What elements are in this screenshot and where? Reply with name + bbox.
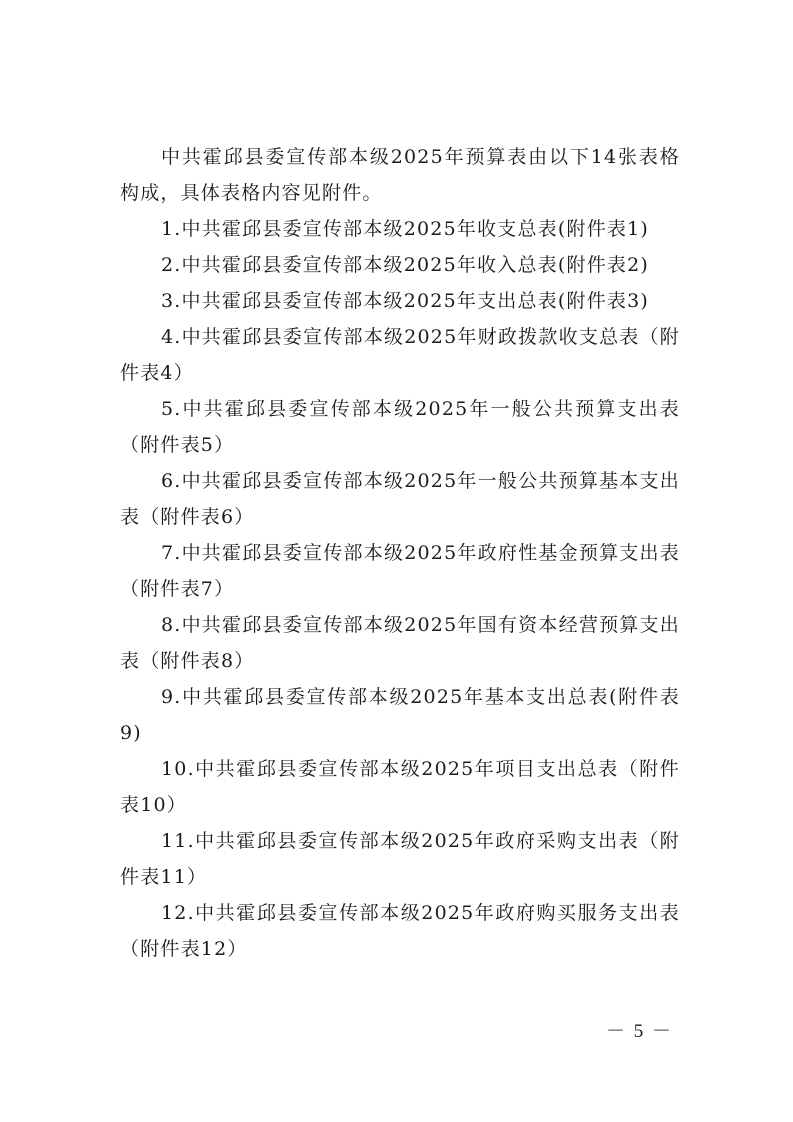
list-item: 2.中共霍邱县委宣传部本级2025年收入总表(附件表2) <box>161 254 649 276</box>
list-item: 5.中共霍邱县委宣传部本级2025年一般公共预算支出表（附件表5） <box>120 398 680 456</box>
list-item: 8.中共霍邱县委宣传部本级2025年国有资本经营预算支出表（附件表8） <box>120 614 680 672</box>
intro-paragraph: 中共霍邱县委宣传部本级2025年预算表由以下14张表格构成，具体表格内容见附件。 <box>120 146 680 204</box>
list-item: 9.中共霍邱县委宣传部本级2025年基本支出总表(附件表9) <box>120 686 680 744</box>
list-item: 7.中共霍邱县委宣传部本级2025年政府性基金预算支出表（附件表7） <box>120 542 680 600</box>
list-item: 12.中共霍邱县委宣传部本级2025年政府购买服务支出表（附件表12） <box>120 902 680 960</box>
list-item: 4.中共霍邱县委宣传部本级2025年财政拨款收支总表（附件表4） <box>120 326 680 384</box>
page-number: － 5 － <box>605 1021 673 1042</box>
document-body <box>120 139 680 967</box>
list-item: 1.中共霍邱县委宣传部本级2025年收支总表(附件表1) <box>161 218 649 240</box>
list-item: 10.中共霍邱县委宣传部本级2025年项目支出总表（附件表10） <box>120 758 680 816</box>
list-item: 11.中共霍邱县委宣传部本级2025年政府采购支出表（附件表11） <box>120 830 680 888</box>
list-item: 6.中共霍邱县委宣传部本级2025年一般公共预算基本支出表（附件表6） <box>120 470 680 528</box>
list-item: 3.中共霍邱县委宣传部本级2025年支出总表(附件表3) <box>161 290 649 312</box>
